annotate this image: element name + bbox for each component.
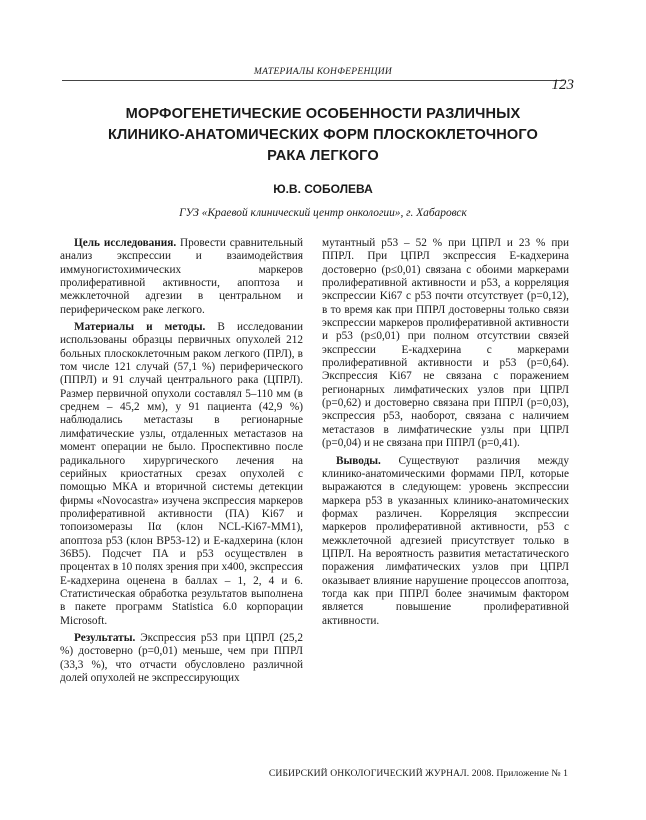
- results-text-right: мутантный p53 – 52 % при ЦПРЛ и 23 % при ППРЛ. При ЦПРЛ экспрессия E-кадхерина достоверно (p≤0,01) связана с обоими маркерами пролиферативной активности и p53, а корреляция экспрессии Ki67 с p53 почти отсутствует (p=0,12), в то время как при ППРЛ достоверны только связи экспрессии маркеров пролиферативной активности и p53 (p≤0,01) при полном отсутствии связей экспрессии E-кадхерина с маркерами пролиферативной активности и p53 (p=0,64). Экспрессия Ki67 не связана с поражением регионарных лимфатических узлов при ЦПРЛ (p=0,62) и достоверно связана при ППРЛ (p=0,03), экспрессия p53, наоборот, связана с наличием метастазов в лимфатические узлы при ЦПРЛ (p=0,04) и не связана при ППРЛ (p=0,41).: [322, 237, 569, 450]
- author-affiliation: ГУЗ «Краевой клинический центр онкологии», г. Хабаровск: [179, 207, 467, 219]
- results-heading: Результаты.: [74, 631, 136, 644]
- methods-heading: Материалы и методы.: [74, 321, 206, 334]
- results-continuation: [322, 237, 569, 451]
- author-name: Ю.В. СОБОЛЕВА: [273, 182, 373, 196]
- header-rule: [62, 80, 564, 81]
- aim-paragraph: [60, 237, 303, 317]
- aim-text: Провести сравнительный анализ экспрессии и взаимодействия иммуногистохимических маркеров пролиферативной активности, апоптоза и межклеточной адгезии в центральном и периферическом раке легкого.: [60, 237, 303, 316]
- article-title: [60, 104, 586, 167]
- aim-heading: Цель исследования.: [74, 237, 177, 249]
- running-head: МАТЕРИАЛЫ КОНФЕРЕНЦИИ: [253, 67, 393, 77]
- conclusions-paragraph: [322, 455, 569, 628]
- page-number: 123: [551, 77, 574, 93]
- title-line: КЛИНИКО-АНАТОМИЧЕСКИХ ФОРМ ПЛОСКОКЛЕТОЧНОГО: [107, 127, 539, 143]
- title-line: МОРФОГЕНЕТИЧЕСКИЕ ОСОБЕННОСТИ РАЗЛИЧНЫХ: [125, 106, 521, 122]
- methods-paragraph: [60, 321, 303, 628]
- results-paragraph: [60, 632, 303, 685]
- left-column: [60, 237, 303, 689]
- methods-text: В исследовании использованы образцы первичных опухолей 212 больных плоскоклеточным раком легкого (ПРЛ), в том числе 121 случай (57,1 %) периферического (ППРЛ) и 91 случай центрального рака (ЦПРЛ). Размер первичной опухоли составлял 5–110 мм (в среднем – 45,2 мм), у 91 пациента (42,9 %) наблюдались метастазы в регионарные лимфатические узлы, отдаленных метастазов на момент операции не было. Проспективно после радикального хирургического лечения на серийных криостатных срезах опухолей с помощью МКА и вторичной системы детекции фирмы «Novocastra» изучена экспрессия маркеров пролиферативной активности (ПА) Ki67 и топоизомеразы IIα (клон NCL-Ki67-MM1), апоптоза p53 (клон BP53-12) и E-кадхерина (клон 36B5). Подсчет ПА и p53 осуществлен в процентах в 10 полях зрения при х400, экспрессия E-кадхерина оценена в баллах – 1, 2, 4 и 6. Статистическая обработка результатов выполнена в пакете программ Statistica 6.0 корпорации Microsoft.: [60, 321, 303, 627]
- results-text-left: Экспрессия p53 при ЦПРЛ (25,2 %) достоверно (p=0,01) меньше, чем при ППРЛ (33,3 %), что отчасти обусловлено различной долей опухолей не экспрессирующих: [60, 631, 303, 684]
- journal-footer: СИБИРСКИЙ ОНКОЛОГИЧЕСКИЙ ЖУРНАЛ. 2008. Приложение № 1: [268, 768, 568, 779]
- conclusions-text: Существуют различия между клинико-анатомическими формами ПРЛ, которые выражаются в следующем: уровень экспрессии маркера p53 в указанных клинико-анатомических формах различен. Корреляция экспрессии маркеров пролиферативной активности, p53 с межклеточной адгезией присутствует только в ЦПРЛ. На вероятность развития метастатического поражения лимфатических узлов при ЦПРЛ оказывает влияние нарушение процессов апоптоза, тогда как при ППРЛ более значимым фактором является повышение пролиферативной активности.: [322, 454, 569, 627]
- right-column: [322, 237, 569, 632]
- title-line: РАКА ЛЕГКОГО: [267, 148, 379, 164]
- conclusions-heading: Выводы.: [336, 454, 381, 467]
